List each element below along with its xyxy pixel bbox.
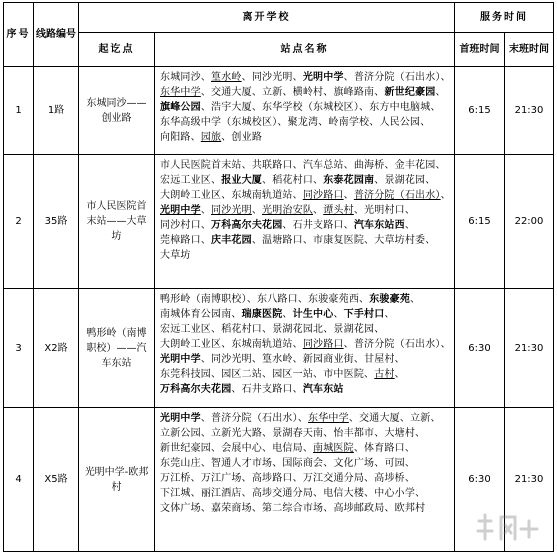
row-last-bus: 22:00 (505, 155, 554, 289)
row-last-bus: 21:30 (505, 67, 554, 155)
header-line-no: 线路编号 (34, 3, 79, 67)
stop-name: 篁水岭 (262, 354, 293, 365)
stop-name: 汽车东站 (302, 384, 344, 395)
stop-separator: 、 (404, 443, 416, 454)
stop-name: 光明中学 (302, 72, 344, 83)
stop-name: 智通人才市场 (211, 458, 273, 469)
stop-separator: 、 (404, 458, 416, 469)
stop-name: 东华学校（东城校区） (262, 102, 360, 113)
stop-name: 普济分院（石出水） (353, 190, 441, 201)
header-start: 起讫点 (79, 33, 155, 67)
stop-separator: 、 (200, 87, 212, 98)
stop-separator: 、 (374, 428, 385, 439)
stop-name: 交通大厦 (359, 413, 400, 424)
stop-name: 旗峰路南 (333, 87, 375, 98)
row-last-bus: 21:30 (505, 408, 554, 552)
row-line: 35路 (34, 155, 79, 289)
stop-name: 园区二站 (221, 369, 263, 380)
stop-name: 体育路口 (364, 443, 405, 454)
stop-separator: 、 (384, 309, 395, 320)
stop-name: 鸭形岭（南博职校） (160, 294, 247, 305)
stop-name: 万科高尔夫花园 (160, 384, 232, 395)
stop-name: 东骏豪苑西 (308, 294, 360, 305)
stop-separator: 、 (404, 220, 416, 231)
row-first-bus: 6:30 (455, 289, 505, 408)
stop-separator: 、 (343, 190, 354, 201)
stop-separator: 、 (251, 503, 263, 514)
stop-separator: 、 (262, 175, 273, 186)
stop-name: 东城南轨道站 (231, 339, 293, 350)
stop-name: 丽江酒店 (200, 488, 242, 499)
stop-name: 南城体育公园南 (160, 309, 232, 320)
stop-name: 欧邦村 (394, 503, 426, 514)
stop-separator: 、 (323, 503, 334, 514)
stop-name: 万江桥 (160, 473, 191, 484)
stop-separator: 、 (200, 102, 212, 113)
stop-separator: 、 (425, 235, 436, 246)
stop-name: 古村 (374, 369, 395, 380)
stop-separator: 、 (302, 443, 314, 454)
stop-name: 东城同沙 (160, 72, 201, 83)
stop-separator: 、 (313, 488, 324, 499)
stop-name: 交通大厦 (211, 87, 252, 98)
stop-separator: 、 (343, 160, 354, 171)
stop-name: 宏远工业区 (160, 324, 211, 335)
stop-separator: 、 (241, 488, 252, 499)
stop-name: 人民公园 (379, 117, 421, 128)
stop-separator: 、 (313, 175, 324, 186)
stop-name: 东莞山庄 (160, 458, 201, 469)
stop-separator: 、 (364, 235, 375, 246)
stop-name: 南城医院 (313, 443, 354, 454)
stop-separator: 、 (302, 235, 314, 246)
stop-separator: 、 (200, 235, 212, 246)
stop-name: 大草坊村委 (374, 235, 426, 246)
stop-name: 普济分院（石出水） (353, 72, 441, 83)
row-stops (155, 289, 455, 408)
stop-separator: 、 (430, 413, 441, 424)
stop-separator: 、 (297, 413, 309, 424)
stop-separator: 、 (190, 473, 201, 484)
table-row (4, 155, 554, 289)
stop-name: 宏远工业区 (160, 175, 211, 186)
stop-name: 园区一站 (272, 369, 314, 380)
stop-name: 万江广场 (200, 473, 242, 484)
stop-separator: 、 (394, 369, 405, 380)
stop-name: 第二综合市场 (262, 503, 324, 514)
stop-name: 新世纪豪园 (160, 443, 211, 454)
row-start: 市人民医院首末站——大草坊 (79, 155, 155, 289)
stop-separator: 、 (211, 369, 222, 380)
stop-separator: 、 (404, 205, 416, 216)
stop-separator: 、 (323, 324, 334, 335)
table-row (4, 289, 554, 408)
stop-name: 怡丰都市 (333, 428, 375, 439)
table-row (4, 408, 554, 552)
row-stops (155, 408, 455, 552)
stop-name: 同沙路口 (302, 190, 344, 201)
stop-separator: 、 (251, 354, 263, 365)
stop-name: 篁水岭 (211, 72, 242, 83)
stop-separator: 、 (292, 384, 303, 395)
row-seq: 3 (4, 289, 34, 408)
stop-separator: 、 (374, 175, 385, 186)
stop-name: 石井支路口 (241, 384, 293, 395)
stop-name: 普济分院（石出水） (211, 413, 298, 424)
row-start: 东城同沙——创业路 (79, 67, 155, 155)
stop-separator: 、 (364, 488, 375, 499)
stop-name: 万科高尔夫花园 (211, 220, 283, 231)
stop-name: 旗峰公园 (160, 102, 201, 113)
stop-separator: 、 (425, 175, 436, 186)
stop-name: 温塘路口 (262, 235, 303, 246)
stop-separator: 、 (277, 117, 288, 128)
stop-name: 东方中电脑城 (369, 102, 431, 113)
bus-route-table (3, 2, 554, 552)
stop-separator: 、 (200, 72, 212, 83)
stop-separator: 、 (200, 220, 212, 231)
stop-name: 市人民医院首末站 (160, 160, 242, 171)
stop-separator: 、 (440, 339, 451, 350)
stop-name: 新园商业街 (302, 354, 354, 365)
stop-name: 稻花村口 (272, 175, 314, 186)
stop-name: 高埗路口 (251, 473, 293, 484)
stop-name: 同沙光明 (251, 72, 293, 83)
stop-name: 谭头村 (323, 205, 354, 216)
stop-name: 嘉荣商场 (211, 503, 252, 514)
stop-name: 高埗邮政局 (333, 503, 385, 514)
stop-separator: 、 (241, 473, 252, 484)
stop-name: 金丰花园 (394, 160, 436, 171)
stop-separator: 、 (221, 132, 232, 143)
stop-name: 共联路口 (251, 160, 293, 171)
stop-name: 立新 (262, 87, 283, 98)
stop-name: 园旅 (200, 132, 222, 143)
header-service-time: 服务时间 (455, 3, 554, 33)
stop-separator: 、 (262, 324, 273, 335)
stop-name: 创业路 (231, 132, 263, 143)
stop-name: 万江交通分局 (302, 473, 365, 484)
stop-separator: 、 (200, 458, 212, 469)
stop-separator: 、 (292, 354, 303, 365)
stop-name: 大朗岭工业区 (160, 190, 222, 201)
stop-separator: 、 (364, 473, 375, 484)
stop-separator: 、 (272, 458, 283, 469)
stop-name: 稻花村口 (221, 324, 263, 335)
stop-separator: 、 (384, 503, 395, 514)
stop-separator: 、 (415, 428, 426, 439)
row-start: 光明中学-欧邦村 (79, 408, 155, 552)
stop-separator: 、 (251, 205, 263, 216)
stop-name: 景湖花园 (333, 324, 375, 335)
stop-name: 中心小学 (374, 488, 416, 499)
header-stops: 站点名称 (155, 33, 455, 67)
stop-name: 文体广场 (160, 503, 201, 514)
stop-separator: 、 (221, 190, 232, 201)
stop-separator: 、 (251, 102, 263, 113)
stop-name: 光明中学 (160, 354, 201, 365)
row-first-bus: 6:15 (455, 155, 505, 289)
stop-separator: 、 (313, 369, 324, 380)
stop-name: 立新公园 (160, 428, 201, 439)
stop-name: 岭南学校 (328, 117, 370, 128)
stop-separator: 、 (323, 87, 334, 98)
stop-name: 大草坊 (160, 250, 191, 261)
row-line: X2路 (34, 289, 79, 408)
stop-name: 电信大楼 (323, 488, 365, 499)
stop-separator: 、 (190, 132, 201, 143)
stop-name: 东泰花园南 (323, 175, 375, 186)
stop-separator: 、 (359, 294, 370, 305)
stop-name: 同沙光明 (211, 205, 252, 216)
stop-separator: 、 (399, 413, 411, 424)
stop-name: 高埗桥 (374, 473, 405, 484)
stop-separator: 、 (282, 87, 293, 98)
stop-name: 向阳路 (160, 132, 191, 143)
stop-separator: 、 (190, 488, 201, 499)
stop-separator: 、 (246, 294, 258, 305)
stop-separator: 、 (374, 324, 385, 335)
stop-separator: 、 (410, 294, 421, 305)
stop-name: 市康复医院 (313, 235, 365, 246)
stop-separator: 、 (323, 428, 334, 439)
stop-name: 景湖花园北 (272, 324, 324, 335)
stop-separator: 、 (404, 473, 416, 484)
stop-name: 东华中学 (308, 413, 349, 424)
stop-name: 光明治安队 (262, 205, 314, 216)
stop-name: 高埗交通分局 (251, 488, 314, 499)
stop-name: 同沙路口 (302, 339, 344, 350)
stop-separator: 、 (200, 205, 212, 216)
stop-separator: 、 (333, 309, 344, 320)
row-first-bus: 6:15 (455, 67, 505, 155)
stop-separator: 、 (282, 309, 293, 320)
stop-name: 新世纪豪园 (384, 87, 436, 98)
stop-separator: 、 (374, 458, 385, 469)
stop-name: 大朗岭工业区 (160, 339, 222, 350)
stop-separator: 、 (415, 488, 426, 499)
stop-separator: 、 (384, 160, 395, 171)
stop-name: 同沙光明 (211, 354, 252, 365)
stop-separator: 、 (420, 117, 431, 128)
table-row (4, 67, 554, 155)
stop-separator: 、 (292, 160, 303, 171)
row-first-bus: 6:30 (455, 408, 505, 552)
row-stops (155, 155, 455, 289)
stop-name: 东华高级中学（东城校区） (160, 117, 278, 128)
stop-separator: 、 (251, 87, 263, 98)
stop-name: 景湖春天南 (272, 428, 324, 439)
stop-name: 计生中心 (292, 309, 334, 320)
stop-name: 电信局 (272, 443, 303, 454)
stop-separator: 、 (221, 339, 232, 350)
row-line: X5路 (34, 408, 79, 552)
stop-separator: 、 (262, 443, 273, 454)
stop-separator: 、 (200, 354, 212, 365)
header-seq: 序号 (4, 3, 34, 67)
stop-name: 东华中学 (160, 87, 201, 98)
stop-separator: 、 (262, 369, 273, 380)
stop-separator: 、 (231, 384, 242, 395)
row-start: 鸭形岭（南博职校）——汽车东站 (79, 289, 155, 408)
stop-name: 文化广场 (333, 458, 375, 469)
header-route-group: 离开学校 (79, 3, 455, 33)
stop-name: 普济分院（石出水） (353, 339, 441, 350)
stop-separator: 、 (394, 354, 405, 365)
stop-name: 可园 (384, 458, 405, 469)
stop-name: 光明中学 (160, 413, 201, 424)
row-stops (155, 67, 455, 155)
header-first-bus: 首班时间 (455, 33, 505, 67)
stop-name: 东八路口 (257, 294, 298, 305)
stop-name: 立新 (410, 413, 431, 424)
stop-name: 东骏豪苑 (369, 294, 411, 305)
stop-separator: 、 (200, 428, 212, 439)
stop-name: 瑞康医院 (241, 309, 283, 320)
stop-name: 下江城 (160, 488, 191, 499)
stop-separator: 、 (374, 87, 385, 98)
header-last-bus: 末班时间 (505, 33, 554, 67)
stop-separator: 、 (343, 339, 354, 350)
row-seq: 2 (4, 155, 34, 289)
stop-separator: 、 (435, 160, 446, 171)
stop-name: 立新光大路 (211, 428, 263, 439)
stop-separator: 、 (211, 175, 222, 186)
stop-separator: 、 (241, 72, 252, 83)
stop-name: 石井支路口 (292, 220, 344, 231)
stop-separator: 、 (292, 339, 303, 350)
stop-separator: 、 (241, 160, 252, 171)
stop-separator: 、 (353, 354, 365, 365)
stop-separator: 、 (323, 458, 334, 469)
stop-separator: 、 (292, 190, 303, 201)
stop-separator: 、 (297, 294, 309, 305)
stop-name: 甘屋村 (364, 354, 395, 365)
stop-name: 东城南轨道站 (231, 190, 293, 201)
stop-name: 大塘村 (384, 428, 416, 439)
stop-name: 会展中心 (221, 443, 263, 454)
stop-separator: 、 (211, 324, 222, 335)
stop-separator: 、 (435, 87, 446, 98)
stop-name: 报业大厦 (221, 175, 263, 186)
stop-name: 横岭村 (292, 87, 324, 98)
stop-separator: 、 (348, 413, 360, 424)
stop-separator: 、 (440, 72, 451, 83)
row-line: 1路 (34, 67, 79, 155)
row-last-bus: 21:30 (505, 289, 554, 408)
stop-separator: 、 (343, 220, 354, 231)
stop-separator: 、 (211, 443, 222, 454)
stop-separator: 、 (200, 413, 212, 424)
stop-separator: 、 (343, 72, 354, 83)
stop-name: 庆丰花园 (211, 235, 252, 246)
stop-name: 聚龙湾 (287, 117, 319, 128)
stop-name: 国际商会 (282, 458, 324, 469)
stop-name: 曲海桥 (353, 160, 385, 171)
stop-separator: 、 (282, 220, 293, 231)
row-seq: 1 (4, 67, 34, 155)
stop-name: 同沙村口 (160, 220, 201, 231)
stop-name: 莞樟路口 (160, 235, 201, 246)
stop-separator: 、 (430, 102, 441, 113)
stop-name: 东莞科技园 (160, 369, 211, 380)
stop-separator: 、 (318, 117, 329, 128)
stop-separator: 、 (292, 72, 303, 83)
stop-separator: 、 (200, 503, 212, 514)
stop-separator: 、 (313, 205, 324, 216)
stop-separator: 、 (231, 309, 242, 320)
stop-separator: 、 (353, 443, 365, 454)
stop-name: 光明中学 (160, 205, 201, 216)
stop-separator: 、 (359, 102, 370, 113)
stop-name: 汽车总站 (302, 160, 344, 171)
stop-separator: 、 (262, 428, 273, 439)
row-seq: 4 (4, 408, 34, 552)
stop-separator: 、 (364, 369, 375, 380)
stop-name: 市中医院 (323, 369, 365, 380)
stop-separator: 、 (292, 473, 303, 484)
stop-separator: 、 (353, 205, 365, 216)
stop-name: 下手村口 (343, 309, 385, 320)
stop-name: 汽车东站西 (353, 220, 405, 231)
stop-separator: 、 (440, 190, 451, 201)
stop-name: 光明村口 (364, 205, 405, 216)
stop-name: 浩宇大厦 (211, 102, 252, 113)
stop-separator: 、 (251, 235, 263, 246)
stop-name: 景湖花园 (384, 175, 426, 186)
stop-separator: 、 (369, 117, 380, 128)
